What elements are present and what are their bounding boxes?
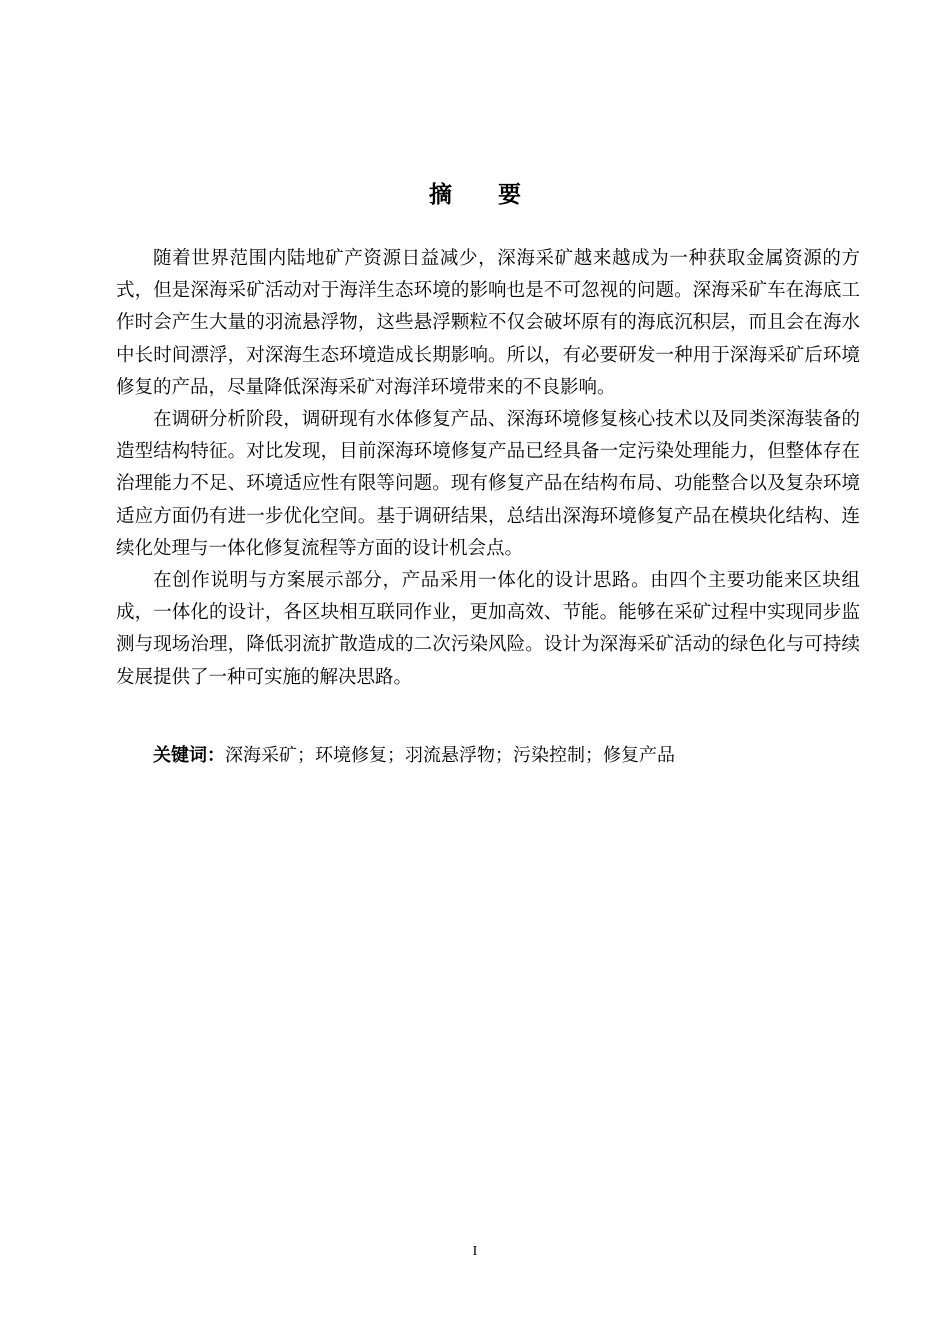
abstract-paragraph-1: 随着世界范围内陆地矿产资源日益减少，深海采矿越来越成为一种获取金属资源的方式，但是深海采矿活动对于海洋生态环境的影响也是不可忽视的问题。深海采矿车在海底工作时会产生大量的羽流悬浮物，这些悬浮颗粒不仅会破坏原有的海底沉积层，而且会在海水中长时间漂浮，对深海生态环境造成长期影响。所以，有必要研发一种用于深海采矿后环境修复的产品，尽量降低深海采矿对海洋环境带来的不良影响。 — [116, 248, 860, 398]
abstract-title: 摘 要 — [429, 182, 521, 208]
keywords-line — [153, 741, 675, 771]
page-number: I — [472, 1244, 478, 1259]
keywords-label: 关键词： — [153, 745, 225, 766]
keywords-text: 深海采矿；环境修复；羽流悬浮物；污染控制；修复产品 — [225, 745, 675, 766]
abstract-paragraph-3: 在创作说明与方案展示部分，产品采用一体化的设计思路。由四个主要功能来区块组成，一体化的设计，各区块相互联同作业，更加高效、节能。能够在采矿过程中实现同步监测与现场治理，降低羽流扩散造成的二次污染风险。设计为深海采矿活动的绿色化与可持续发展提供了一种可实施的解决思路。 — [116, 570, 860, 688]
abstract-paragraph-2: 在调研分析阶段，调研现有水体修复产品、深海环境修复核心技术以及同类深海装备的造型结构特征。对比发现，目前深海环境修复产品已经具备一定污染处理能力，但整体存在治理能力不足、环境适应性有限等问题。现有修复产品在结构布局、功能整合以及复杂环境适应方面仍有进一步优化空间。基于调研结果，总结出深海环境修复产品在模块化结构、连续化处理与一体化修复流程等方面的设计机会点。 — [116, 409, 860, 559]
abstract-body — [116, 243, 860, 694]
